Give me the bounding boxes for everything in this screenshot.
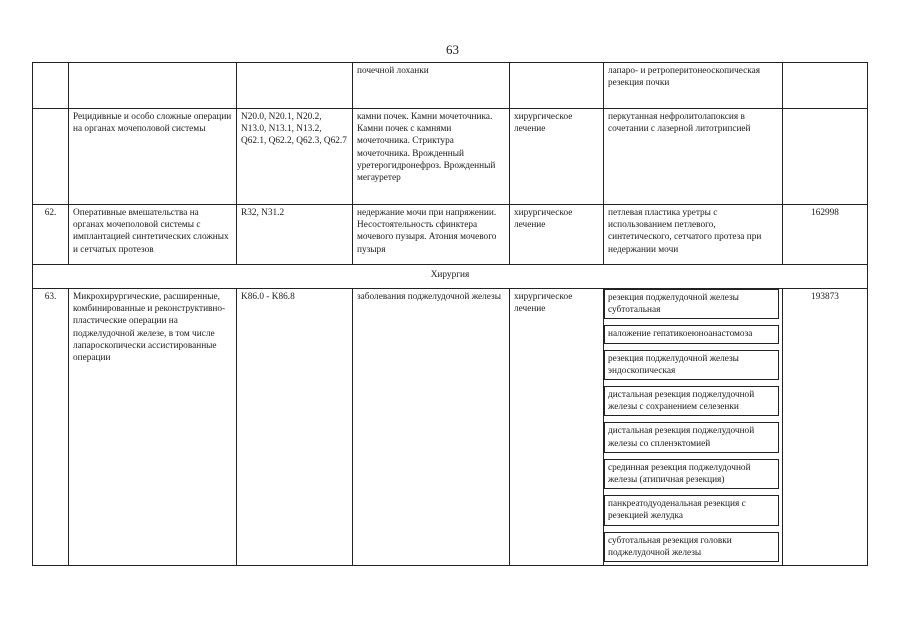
row-number: 63. [33,289,69,566]
procedures-table [32,62,868,566]
diagnosis-codes: N20.0, N20.1, N20.2, N13.0, N13.1, N13.2, Q62.1, Q62.2, Q62.3, Q62.7 [237,109,353,205]
cost-value: 162998 [783,205,868,265]
treatment-method-item: наложение гепатикоеюноанастомоза [604,325,779,343]
cost-value [783,109,868,205]
table-row [33,109,868,205]
diagnosis-codes: R32, N31.2 [237,205,353,265]
table-row [33,205,868,265]
diagnosis-codes: K86.0 - K86.8 [237,289,353,566]
procedure-name: Оперативные вмешательства на органах мочеполовой системы с имплантацией синтетических сложных и сетчатых протезов [69,205,237,265]
treatment-method-item: резекция поджелудочной железы субтотальная [604,289,779,319]
procedure-name: Микрохирургические, расширенные, комбинированные и реконструктивно-пластические операции на поджелудочной железе, в том числе лапароскопически ассистированные операции [69,289,237,566]
treatment-method-item: дистальная резекция поджелудочной железы со спленэктомией [604,422,779,452]
procedure-name: Рецидивные и особо сложные операции на органах мочеполовой системы [69,109,237,205]
cost-value: 193873 [783,289,868,566]
table-row [33,63,868,109]
diagnosis-codes [237,63,353,109]
treatment-method: перкутанная нефролитолапоксия в сочетании с лазерной литотрипсией [604,109,783,205]
cost-value [783,63,868,109]
procedure-name [69,63,237,109]
treatment-type: хирургическое лечение [510,289,604,566]
treatment-method-item: резекция поджелудочной железы эндоскопическая [604,350,779,380]
row-number: 62. [33,205,69,265]
treatment-type: хирургическое лечение [510,109,604,205]
treatment-method-item: панкреатодуоденальная резекция с резекцией желудка [604,495,779,525]
treatment-type [510,63,604,109]
section-title: Хирургия [33,265,868,289]
treatment-method-item: дистальная резекция поджелудочной железы с сохранением селезенки [604,386,779,416]
table-row [33,289,868,566]
treatment-method: петлевая пластика уретры с использованием петлевого, синтетического, сетчатого протеза при недержании мочи [604,205,783,265]
treatment-method: лапаро- и ретроперитонеоскопическая резекция почки [604,63,783,109]
treatment-method-item: срединная резекция поджелудочной железы (атипичная резекция) [604,459,779,489]
diagnosis-text: камни почек. Камни мочеточника. Камни почек с камнями мочеточника. Стриктура мочеточника. Врожденный уретерогидронефроз. Врожденный мегауретер [353,109,510,205]
page-number: 63 [446,42,459,57]
treatment-method-item: субтотальная резекция головки поджелудочной железы [604,532,779,562]
diagnosis-text: заболевания поджелудочной железы [353,289,510,566]
row-number [33,63,69,109]
treatment-methods-list [604,289,783,566]
row-number [33,109,69,205]
treatment-type: хирургическое лечение [510,205,604,265]
diagnosis-text: почечной лоханки [353,63,510,109]
diagnosis-text: недержание мочи при напряжении. Несостоятельность сфинктера мочевого пузыря. Атония мочевого пузыря [353,205,510,265]
section-row [33,265,868,289]
